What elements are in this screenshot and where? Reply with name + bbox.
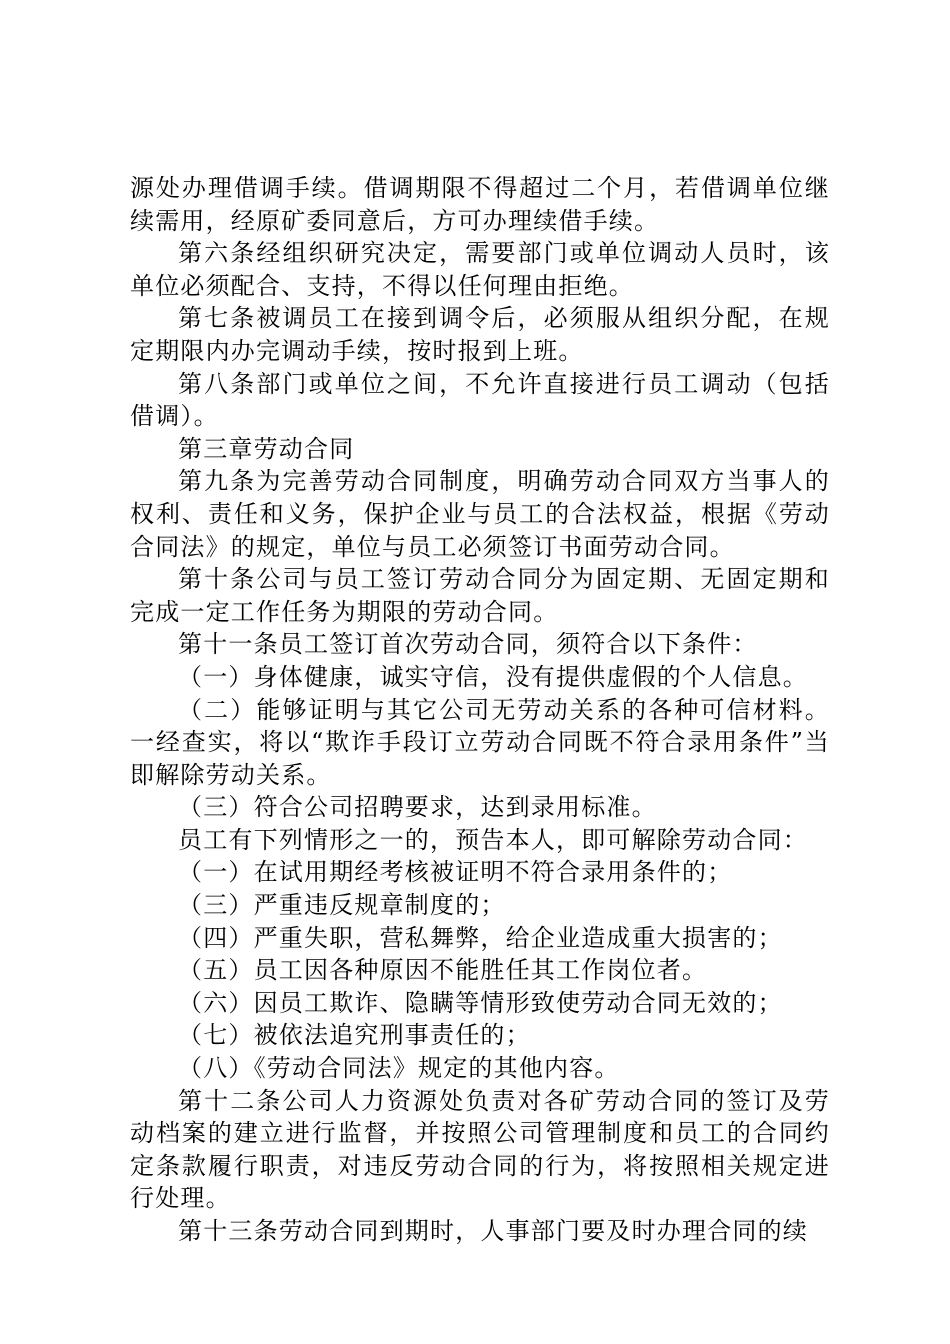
paragraph-article-6: 第六条经组织研究决定，需要部门或单位调动人员时，该单位必须配合、支持，不得以任何理由拒绝。 [130, 239, 830, 300]
paragraph-article-12: 第十二条公司人力资源处负责对各矿劳动合同的签订及劳动档案的建立进行监督，并按照公司管理制度和员工的合同约定条款履行职责，对违反劳动合同的行为，将按照相关规定进行处理。 [130, 1086, 830, 1213]
list-item: （八）《劳动合同法》规定的其他内容。 [178, 1054, 620, 1083]
list-item: （三）符合公司招聘要求，达到录用标准。 [178, 793, 657, 822]
paragraph-article-7: 第七条被调员工在接到调令后，必须服从组织分配，在规定期限内办完调动手续，按时报到上班。 [130, 304, 830, 365]
list-item: （三）严重违反规章制度的； [178, 891, 506, 920]
list-item: （七）被依法追究刑事责任的； [178, 1021, 531, 1050]
paragraph-article-10: 第十条公司与员工签订劳动合同分为固定期、无固定期和完成一定工作任务为期限的劳动合同。 [130, 565, 830, 626]
list-item: （六）因员工欺诈、隐瞒等情形致使劳动合同无效的； [178, 988, 783, 1017]
list-item: （五）员工因各种原因不能胜任其工作岗位者。 [178, 956, 708, 985]
paragraph-termination-intro: 员工有下列情形之一的，预告本人，即可解除劳动合同： [178, 825, 808, 854]
paragraph-article-13: 第十三条劳动合同到期时，人事部门要及时办理合同的续 [178, 1217, 808, 1245]
list-item: （二）能够证明与其它公司无劳动关系的各种可信材料。一经查实，将以“欺诈手段订立劳动合同既不符合录用条件”当即解除劳动关系。 [130, 695, 830, 789]
paragraph-continuation: 源处办理借调手续。借调期限不得超过二个月，若借调单位继续需用，经原矿委同意后，方可办理续借手续。 [130, 174, 830, 235]
paragraph-article-8: 第八条部门或单位之间，不允许直接进行员工调动（包括借调）。 [130, 369, 830, 431]
chapter-heading: 第三章劳动合同 [178, 434, 355, 463]
list-item: （一）身体健康，诚实守信，没有提供虚假的个人信息。 [178, 662, 808, 691]
list-item: （一）在试用期经考核被证明不符合录用条件的； [178, 858, 733, 887]
paragraph-article-11: 第十一条员工签订首次劳动合同，须符合以下条件： [178, 630, 758, 659]
list-item: （四）严重失职，营私舞弊，给企业造成重大损害的； [178, 923, 783, 952]
document-body [130, 172, 830, 1248]
paragraph-article-9: 第九条为完善劳动合同制度，明确劳动合同双方当事人的权利、责任和义务，保护企业与员工的合法权益，根据《劳动合同法》的规定，单位与员工必须签订书面劳动合同。 [130, 467, 830, 561]
